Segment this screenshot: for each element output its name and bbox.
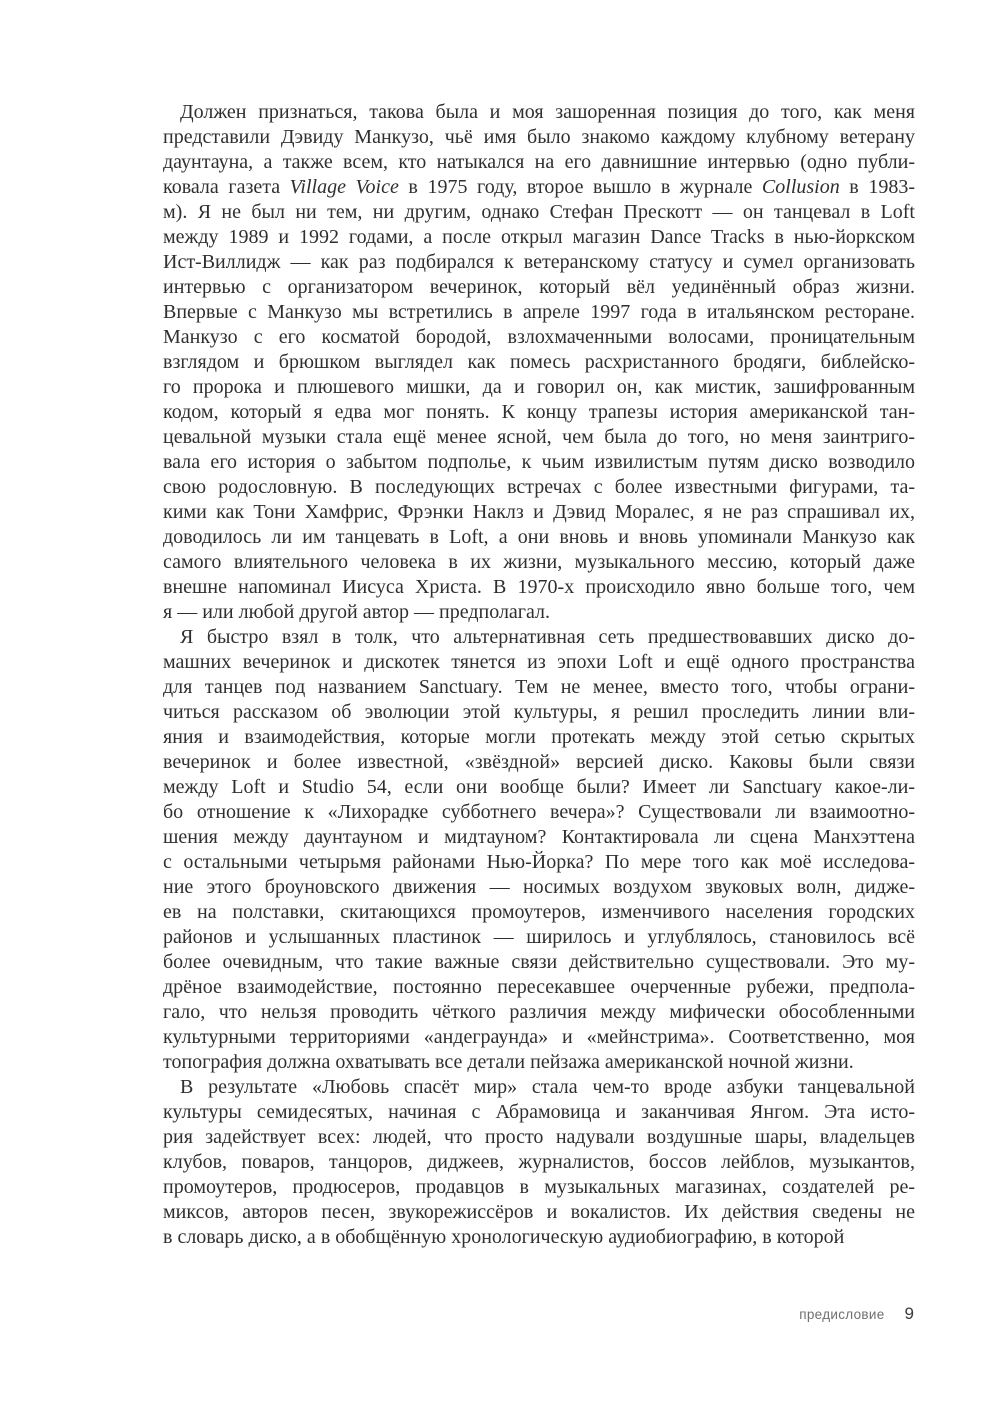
text-line [163, 250, 915, 275]
body-text: районов и услышанных пластинок — ширилось и углублялось, становилось всё [163, 926, 915, 948]
body-text: цевальной музыки стала ещё менее ясной, чем была до того, но меня заинтриго- [163, 426, 915, 448]
body-text: В результате «Любовь спасёт мир» стала чем-то вроде азбуки танцевальной [180, 1076, 915, 1098]
text-line [163, 375, 915, 400]
body-text: представили Дэвиду Манкузо, чьё имя было знакомо каждому клубному ветерану [163, 126, 915, 148]
paragraph [163, 625, 915, 1075]
text-line [163, 400, 915, 425]
body-text: доводилось ли им танцевать в Loft, а они вновь и вновь упоминали Манкузо как [163, 526, 915, 548]
body-text: топография должна охватывать все детали пейзажа американской ночной жизни. [163, 1051, 854, 1073]
text-block [163, 100, 915, 1250]
text-line [163, 1050, 915, 1075]
body-text: культуры семидесятых, начиная с Абрамовица и заканчивая Янгом. Эта исто- [163, 1101, 915, 1123]
italic-title-text: Village Voice [289, 176, 399, 198]
text-line [163, 125, 915, 150]
text-line [163, 575, 915, 600]
body-text: взглядом и брюшком выглядел как помесь расхристанного бродяги, библейско- [163, 351, 915, 373]
text-line [163, 1075, 915, 1100]
body-text: между 1989 и 1992 годами, а после открыл магазин Dance Tracks в нью-йоркском [163, 226, 915, 248]
body-text: миксов, авторов песен, звукорежиссёров и вокалистов. Их действия сведены не [163, 1201, 915, 1223]
paragraph [163, 1075, 915, 1250]
text-line [163, 600, 915, 625]
body-text: более очевидным, что такие важные связи действительно существовали. Это му- [163, 951, 915, 973]
footer-page-number: 9 [904, 1304, 914, 1323]
body-text: кодом, который я едва мог понять. К концу трапезы история американской тан- [163, 401, 915, 423]
body-text: свою родословную. В последующих встречах с более известными фигурами, та- [163, 476, 915, 498]
text-line [163, 150, 915, 175]
text-line [163, 200, 915, 225]
body-text: ковала газета [163, 176, 290, 198]
body-text: ние этого броуновского движения — носимых воздухом звуковых волн, дидже- [163, 876, 915, 898]
text-line [163, 950, 915, 975]
body-text: читься рассказом об эволюции этой культуры, я решил проследить линии вли- [163, 701, 915, 723]
body-text: вала его история о забытом подполье, к чьим извилистым путям диско возводило [163, 451, 915, 473]
text-line [163, 475, 915, 500]
text-line [163, 450, 915, 475]
body-text: гало, что нельзя проводить чёткого различия между мифически обособленными [163, 1001, 915, 1023]
text-line [163, 275, 915, 300]
text-line [163, 175, 915, 200]
body-text: с остальными четырьмя районами Нью-Йорка? По мере того как моё исследова- [163, 851, 915, 873]
body-text: го пророка и плюшевого мишки, да и говорил он, как мистик, зашифрованным [163, 376, 915, 398]
body-text: интервью с организатором вечеринок, который вёл уединённый образ жизни. [163, 276, 915, 298]
text-line [163, 1200, 915, 1225]
text-line [163, 825, 915, 850]
text-line [163, 800, 915, 825]
body-text: в 1975 году, второе вышло в журнале [398, 176, 762, 198]
text-line [163, 100, 915, 125]
body-text: я — или любой другой автор — предполагал. [163, 601, 551, 623]
body-text: Впервые с Манкузо мы встретились в апреле 1997 года в итальянском ресторане. [163, 301, 915, 323]
body-text: вечеринок и более известной, «звёздной» версией диско. Каковы были связи [163, 751, 915, 773]
text-line [163, 675, 915, 700]
text-line [163, 525, 915, 550]
body-text: Должен признаться, такова была и моя зашоренная позиция до того, как меня [180, 101, 915, 123]
text-line [163, 750, 915, 775]
text-line [163, 775, 915, 800]
text-line [163, 1175, 915, 1200]
text-line [163, 1150, 915, 1175]
body-text: шения между даунтауном и мидтауном? Контактировала ли сцена Манхэттена [163, 826, 915, 848]
body-text: Ист-Виллидж — как раз подбирался к ветеранскому статусу и сумел организовать [163, 251, 915, 273]
text-line [163, 325, 915, 350]
text-line [163, 300, 915, 325]
body-text: м). Я не был ни тем, ни другим, однако Стефан Прескотт — он танцевал в Loft [163, 201, 915, 223]
body-text: Манкузо с его косматой бородой, взлохмаченными волосами, проницательным [163, 326, 915, 348]
body-text: Я быстро взял в толк, что альтернативная сеть предшествовавших диско до- [180, 626, 915, 648]
italic-title-text: Collusion [761, 176, 840, 198]
body-text: машних вечеринок и дискотек тянется из эпохи Loft и ещё одного пространства [163, 651, 915, 673]
body-text: промоутеров, продюсеров, продавцов в музыкальных магазинах, создателей ре- [163, 1176, 915, 1198]
body-text: клубов, поваров, танцоров, диджеев, журналистов, боссов лейблов, музыкантов, [163, 1151, 915, 1173]
text-line [163, 650, 915, 675]
page-footer [799, 1304, 914, 1324]
body-text: культурными территориями «андеграунда» и «мейнстрима». Соответственно, моя [163, 1026, 915, 1048]
text-line [163, 1100, 915, 1125]
text-line [163, 850, 915, 875]
text-line [163, 725, 915, 750]
text-line [163, 225, 915, 250]
text-line [163, 900, 915, 925]
body-text: бо отношение к «Лихорадке субботнего вечера»? Существовали ли взаимоотно- [163, 801, 915, 823]
text-line [163, 550, 915, 575]
body-text: между Loft и Studio 54, если они вообще были? Имеет ли Sanctuary какое-ли- [163, 776, 915, 798]
body-text: внешне напоминал Иисуса Христа. В 1970-х происходило явно больше того, чем [163, 576, 915, 598]
footer-section-label: предисловие [799, 1307, 885, 1322]
body-text: дрёное взаимодействие, постоянно пересекавшее очерченные рубежи, предпола- [163, 976, 915, 998]
text-line [163, 425, 915, 450]
body-text: рия задействует всех: людей, что просто надували воздушные шары, владельцев [163, 1126, 915, 1148]
body-text: в словарь диско, а в обобщённую хронологическую аудиобиографию, в которой [163, 1226, 845, 1248]
body-text: для танцев под названием Sanctuary. Тем не менее, вместо того, чтобы ограни- [163, 676, 915, 698]
text-line [163, 1125, 915, 1150]
text-line [163, 1025, 915, 1050]
body-text: даунтауна, а также всем, кто натыкался на его давнишние интервью (одно публи- [163, 151, 915, 173]
text-line [163, 350, 915, 375]
text-line [163, 875, 915, 900]
body-text: в 1983- [839, 176, 915, 198]
paragraph [163, 100, 915, 625]
text-line [163, 700, 915, 725]
text-line [163, 925, 915, 950]
body-text: кими как Тони Хамфрис, Фрэнки Наклз и Дэвид Моралес, я не раз спрашивал их, [163, 501, 915, 523]
text-line [163, 1225, 915, 1250]
text-line [163, 500, 915, 525]
text-line [163, 1000, 915, 1025]
body-text: яния и взаимодействия, которые могли протекать между этой сетью скрытых [163, 726, 915, 748]
text-line [163, 625, 915, 650]
body-text: ев на полставки, скитающихся промоутеров, изменчивого населения городских [163, 901, 915, 923]
body-text: самого влиятельного человека в их жизни, музыкального мессию, который даже [163, 551, 915, 573]
text-line [163, 975, 915, 1000]
